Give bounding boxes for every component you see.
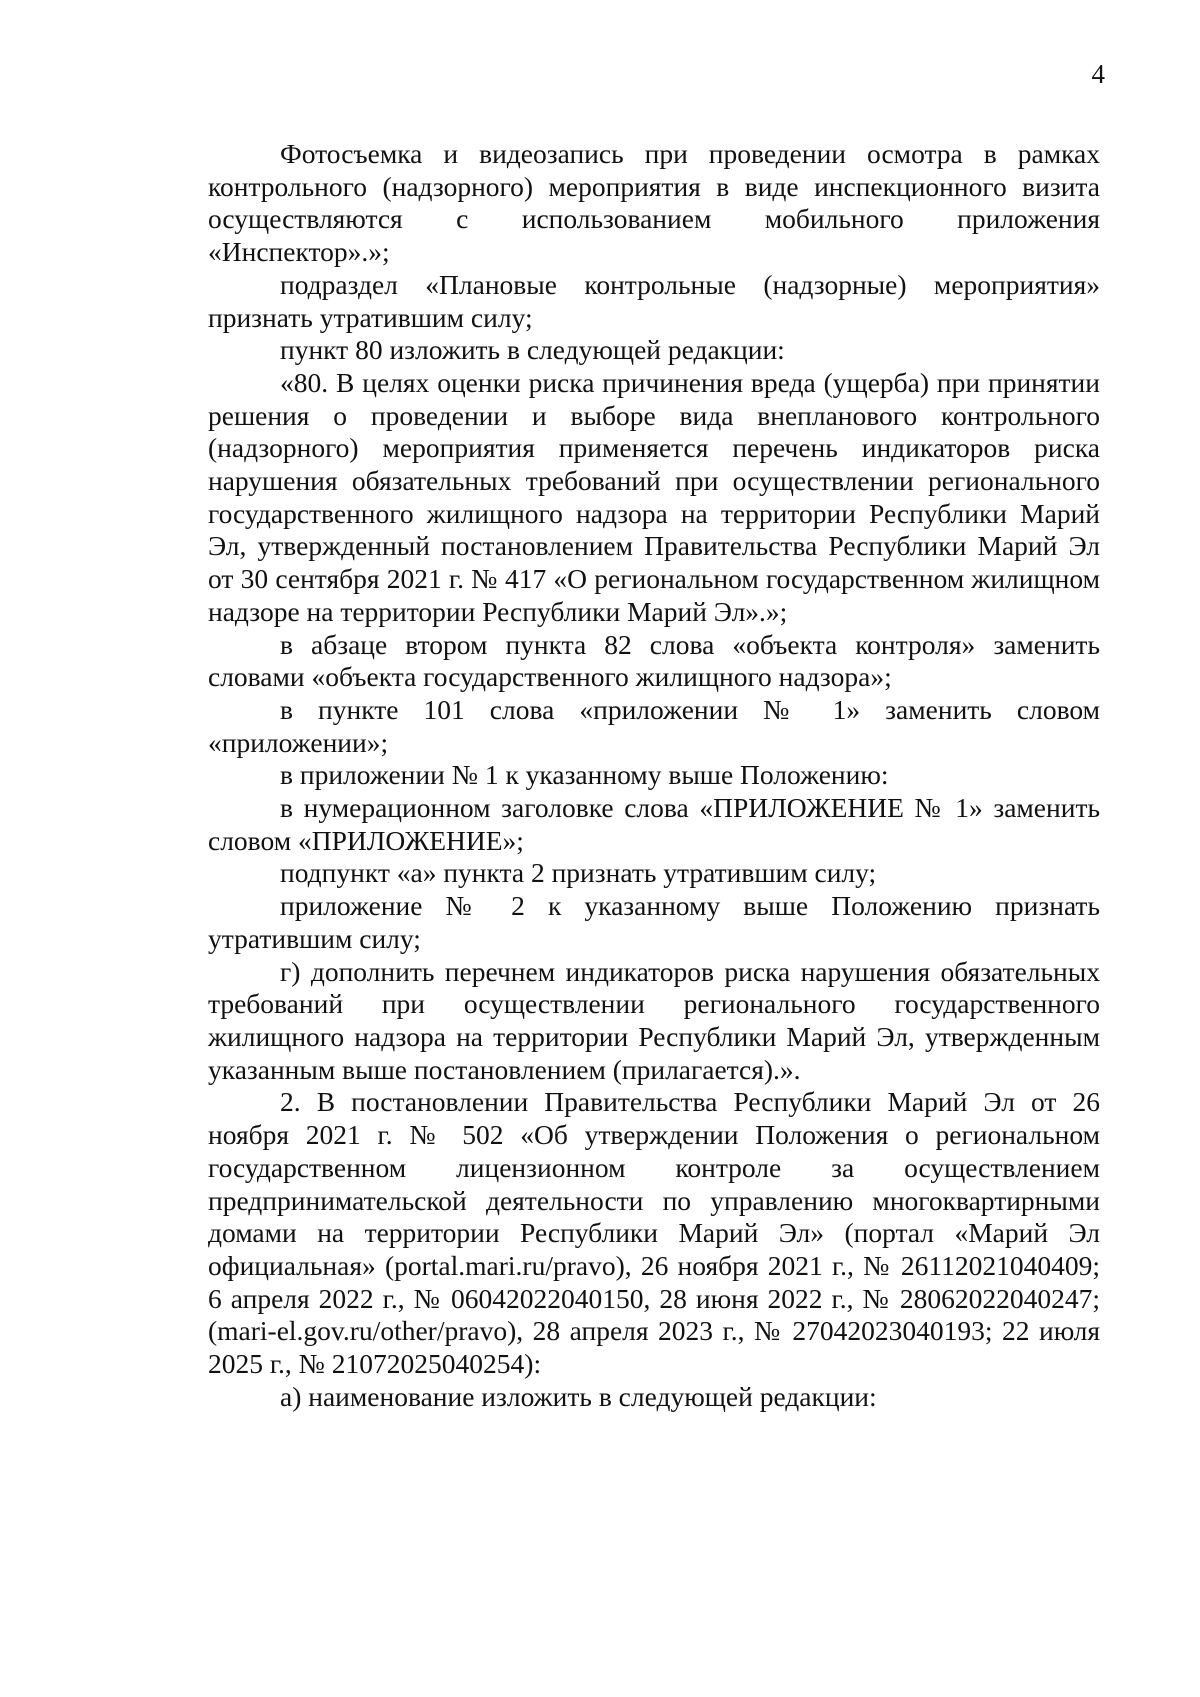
paragraph-point-80-intro: пункт 80 изложить в следующей редакции: (280, 334, 785, 366)
paragraph-appendix-1-intro: в приложении № 1 к указанному выше Положению: (280, 759, 889, 791)
paragraph-point-82: в абзаце втором пункта 82 слова «объекта контроля» заменить словами «объекта государственного жилищного надзора»; (208, 628, 1100, 693)
paragraph-item-a: а) наименование изложить в следующей редакции: (280, 1380, 877, 1412)
paragraph-point-101: в пункте 101 слова «приложении № 1» заменить словом «приложении»; (208, 693, 1100, 758)
paragraph-subpoint-a: подпункт «а» пункта 2 признать утратившим силу; (280, 857, 877, 889)
page-number: 4 (1091, 59, 1105, 89)
paragraph-section-2: 2. В постановлении Правительства Республики Марий Эл от 26 ноября 2021 г. № 502 «Об утверждении Положения о региональном государственном лицензионном контроле за осуществлением предпринимательской деятельности по управлению многоквартирными домами на территории Республики Марий Эл» (портал «Марий Эл официальная» (portal.mari.ru/pravo), 26 ноября 2021 г., № 26112021040409; 6 апреля 2022 г., № 06042022040150, 28 июня 2022 г., № 28062022040247; (mari-el.gov.ru/other/pravo), 28 апреля 2023 г., № 27042023040193; 22 июля 2025 г., № 21072025040254): (208, 1086, 1100, 1380)
paragraph-appendix-2: приложение № 2 к указанному выше Положению признать утратившим силу; (208, 890, 1100, 954)
paragraph-point-80-text: «80. В целях оценки риска причинения вреда (ущерба) при принятии решения о проведении и выборе вида внепланового контрольного (надзорного) мероприятия применяется перечень индикаторов риска нарушения обязательных требований при осуществлении регионального государственного жилищного надзора на территории Республики Марий Эл, утвержденный постановлением Правительства Республики Марий Эл от 30 сентября 2021 г. № 417 «О региональном государственном жилищном надзоре на территории Республики Марий Эл».»; (208, 366, 1100, 627)
paragraph-photo-video: Фотосъемка и видеозапись при проведении осмотра в рамках контрольного (надзорного) мероприятия в виде инспекционного визита осуществляются с использованием мобильного приложения «Инспектор».»; (208, 138, 1100, 268)
paragraph-appendix-heading: в нумерационном заголовке слова «ПРИЛОЖЕНИЕ № 1» заменить словом «ПРИЛОЖЕНИЕ»; (208, 792, 1100, 856)
document-body (208, 138, 1100, 1413)
paragraph-planned-inspections: подраздел «Плановые контрольные (надзорные) мероприятия» признать утратившим силу; (208, 268, 1100, 333)
paragraph-item-g: г) дополнить перечнем индикаторов риска нарушения обязательных требований при осуществлении регионального государственного жилищного надзора на территории Республики Марий Эл, утвержденным указанным выше постановлением (прилагается).». (208, 955, 1100, 1085)
